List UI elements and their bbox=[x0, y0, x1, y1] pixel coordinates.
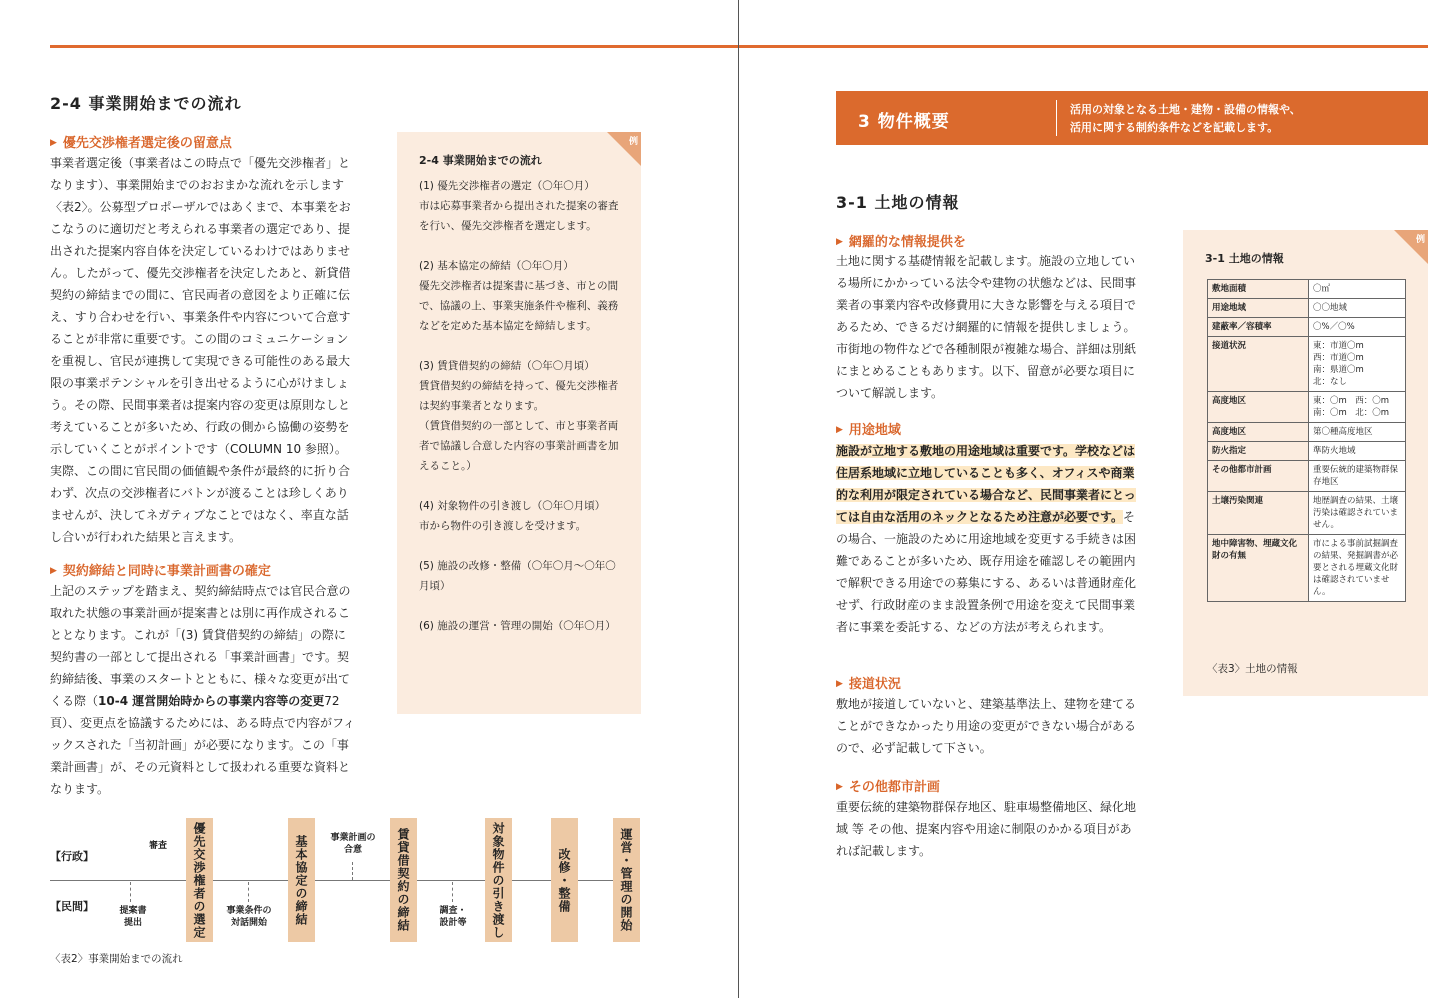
caption-table-3: 〈表3〉土地の情報 bbox=[1207, 663, 1298, 675]
heading-road: ▶ 接道状況 bbox=[836, 673, 901, 692]
land-info-table bbox=[1207, 279, 1406, 602]
paragraph-contract: 上記のステップを踏まえ、契約締結時点では官民合意の取れた状態の事業計画が提案書とは別に再作成されることとなります。これが「(3) 賃貸借契約の締結」の際に契約書の一部として提出される「事業計画書」です。契約締結後、事業のスタートとともに、様々な変更が出てくる際（10-4 運営開始時からの事業内容等の変更72頁）、変更点を協議するためには、ある時点で内容がフィックスされた「当初計画」が必要になります。この「事業計画書」が、その元資料として扱われる重要な資料となります。 bbox=[50, 584, 356, 796]
table-key: 接道状況 bbox=[1208, 337, 1309, 392]
heading-zone: ▶ 用途地域 bbox=[836, 419, 901, 438]
paragraph-zone: 施設が立地する敷地の用途地域は重要です。学校などは住居系地域に立地していることも多く、オフィスや商業的な利用が限定されている場合など、民間事業者にとっては自由な活用のネックとなるため注意が必要です。その場合、一施設のために用途地域を変更する手続きは困難であることが多いため、既存用途を確認しその範囲内で解釈できる用途での募集にする、あるいは普通財産化せず、行政財産のまま設置条例で用途を変えて民間事業者に事業を委託する、などの方法が考えられます。 bbox=[836, 444, 1137, 634]
banner-separator bbox=[1056, 100, 1057, 136]
example-box-flow bbox=[397, 132, 641, 714]
table-value: 第〇種高度地区 bbox=[1309, 423, 1406, 442]
table-key: 高度地区 bbox=[1208, 423, 1309, 442]
timeline-row-gov: 【行政】 bbox=[50, 850, 94, 863]
example-item: (3) 賃貸借契約の締結（〇年〇月頃） 賃貸借契約の締結を持って、優先交渉権者は契約事業者となります。 （賃貸借契約の一部として、市と事業者両者で協議し合意した内容の事業計画書を加えること。） bbox=[419, 360, 619, 472]
chapter-description-line: 活用に関する制約条件などを記載します。 bbox=[1070, 121, 1279, 134]
paragraph-road: 敷地が接道していないと、建築基準法上、建物を建てることができなかったり用途の変更ができない場合があるので、必ず記載して下さい。 bbox=[836, 697, 1137, 755]
example-tag: 例 bbox=[1415, 235, 1425, 245]
timeline-connector bbox=[130, 882, 131, 902]
table-value: 市による事前試掘調査の結果、発掘調書が必要とされる埋蔵文化財は確認されていません。 bbox=[1309, 535, 1406, 602]
table-value: 重要伝統的建築物群保存地区 bbox=[1309, 461, 1406, 492]
example-item: (4) 対象物件の引き渡し（〇年〇月頃） 市から物件の引き渡しを受けます。 bbox=[419, 500, 606, 532]
timeline-row-private: 【民間】 bbox=[50, 900, 94, 913]
table-row bbox=[1208, 280, 1406, 299]
timeline-connector bbox=[352, 862, 353, 880]
table-key: その他都市計画 bbox=[1208, 461, 1309, 492]
table-row bbox=[1208, 423, 1406, 442]
table-row bbox=[1208, 442, 1406, 461]
timeline-gov-label: 審査 bbox=[148, 841, 167, 851]
table-row bbox=[1208, 461, 1406, 492]
table-value: 〇%／〇% bbox=[1309, 318, 1406, 337]
top-rule-left bbox=[50, 45, 740, 48]
table-row bbox=[1208, 299, 1406, 318]
example-title: 2-4 事業開始までの流れ bbox=[419, 154, 542, 167]
table-row bbox=[1208, 492, 1406, 535]
table-value: 東：〇m 西：〇m 南：〇m 北：〇m bbox=[1309, 392, 1406, 423]
timeline-step-4: 対象物件の引き渡し bbox=[485, 818, 512, 942]
timeline-private-label: 提案書 提出 bbox=[119, 906, 147, 928]
table-key: 用途地域 bbox=[1208, 299, 1309, 318]
heading-contract: ▶ 契約締結と同時に事業計画書の確定 bbox=[50, 560, 271, 579]
section-title: 2-4 事業開始までの流れ bbox=[50, 94, 242, 113]
paragraph-priority: 事業者選定後（事業者はこの時点で「優先交渉権者」となります）、事業開始までのおおまかな流れを示します〈表2〉。公募型プロポーザルではあくまで、本事業をおこなうのに適切だと考えられる事業者の選定であり、提出された提案内容自体を決定しているわけではありません。したがって、優先交渉権者を決定したあと、新貸借契約の締結までの間に、官民両者の意図をより正確に伝え、すり合わせを行い、事業条件や内容について合意することが非常に重要です。この間のコミュニケーションを重視し、官民が連携して実現できる可能性のある最大限の事業ポテンシャルを引き出せるように心がけましょう。その際、民間事業者は提案内容の変更は原則なしと考えていることが多いため、行政の側から協働の姿勢を示していくことがポイントです（COLUMN 10 参照）。実際、この間に官民間の価値観や条件が最終的に折り合わず、次点の交渉権者にバトンが渡ることは珍しくありませんが、決してネガティブなことではなく、率直な話し合いが行われた結果と言えます。 bbox=[50, 156, 351, 544]
example-item: (1) 優先交渉権者の選定（〇年〇月） 市は応募事業者から提出された提案の審査を行い、優先交渉権者を選定します。 bbox=[419, 180, 619, 232]
table-row bbox=[1208, 392, 1406, 423]
example-title: 3-1 土地の情報 bbox=[1205, 252, 1284, 265]
top-rule-right bbox=[739, 45, 1428, 48]
timeline-gov-label: 事業計画の 合意 bbox=[330, 833, 376, 855]
table-row bbox=[1208, 337, 1406, 392]
heading-city: ▶ その他都市計画 bbox=[836, 776, 940, 795]
example-item: (5) 施設の改修・整備（〇年〇月～〇年〇月頃） bbox=[419, 560, 616, 592]
paragraph-info: 土地に関する基礎情報を記載します。施設の立地している場所にかかっている法令や建物の状態などは、民間事業者の事業内容や改修費用に大きな影響を与える項目であるため、できるだけ網羅的に情報を提供しましょう。市街地の物件などで各種制限が複雑な場合、詳細は別紙にまとめることもあります。以下、留意が必要な項目について解説します。 bbox=[836, 254, 1137, 400]
heading-info: ▶ 網羅的な情報提供を bbox=[836, 231, 966, 250]
table-value: 〇㎡ bbox=[1309, 280, 1406, 299]
highlight-zone: 施設が立地する敷地の用途地域は重要です。学校などは住居系地域に立地していることも多く、オフィスや商業的な利用が限定されている場合など、民間事業者にとっては自由な活用のネックとなるため注意が必要です。 bbox=[836, 444, 1136, 524]
table-key: 高度地区 bbox=[1208, 392, 1309, 423]
example-tag: 例 bbox=[628, 137, 638, 147]
table-key: 土壌汚染関連 bbox=[1208, 492, 1309, 535]
timeline-private-label: 事業条件の 対話開始 bbox=[226, 906, 272, 928]
table-row bbox=[1208, 318, 1406, 337]
page-gutter bbox=[738, 0, 739, 998]
chapter-banner bbox=[836, 91, 1428, 145]
section-title-land: 3-1 土地の情報 bbox=[836, 193, 960, 212]
table-key: 地中障害物、埋蔵文化財の有無 bbox=[1208, 535, 1309, 602]
table-value: 東：市道〇m 西：市道〇m 南：県道〇m 北：なし bbox=[1309, 337, 1406, 392]
timeline-step-6: 運営・管理の開始 bbox=[613, 818, 640, 942]
table-key: 防火指定 bbox=[1208, 442, 1309, 461]
chapter-description-line: 活用の対象となる土地・建物・設備の情報や、 bbox=[1070, 103, 1301, 116]
table-value: 準防火地域 bbox=[1309, 442, 1406, 461]
timeline-step-1: 優先交渉権者の選定 bbox=[186, 818, 213, 942]
timeline-private-label: 調査・ 設計等 bbox=[439, 906, 467, 928]
chapter-number: 3 物件概要 bbox=[858, 112, 950, 132]
chapter-description bbox=[1070, 101, 1301, 137]
caption-table-2: 〈表2〉事業開始までの流れ bbox=[50, 953, 183, 965]
heading-priority: ▶ 優先交渉権者選定後の留意点 bbox=[50, 132, 232, 151]
timeline-step-3: 賃貸借契約の締結 bbox=[390, 818, 417, 942]
table-key: 建蔽率／容積率 bbox=[1208, 318, 1309, 337]
example-item: (2) 基本協定の締結（〇年〇月） 優先交渉権者は提案書に基づき、市との間で、協議の上、事業実施条件や権利、義務などを定めた基本協定を締結します。 bbox=[419, 260, 619, 332]
timeline-step-5: 改修・整備 bbox=[551, 818, 578, 942]
example-items bbox=[419, 176, 623, 656]
table-value: 地歴調査の結果、土壌汚染は確認されていません。 bbox=[1309, 492, 1406, 535]
timeline-step-2: 基本協定の締結 bbox=[288, 818, 315, 942]
timeline-connector bbox=[452, 882, 453, 902]
paragraph-city: 重要伝統的建築物群保存地区、駐車場整備地区、緑化地域 等 その他、提案内容や用途に制限のかかる項目があれば記載します。 bbox=[836, 800, 1137, 858]
timeline-connector bbox=[248, 882, 249, 902]
table-value: 〇〇地域 bbox=[1309, 299, 1406, 318]
example-item: (6) 施設の運営・管理の開始（〇年〇月） bbox=[419, 620, 616, 632]
table-row bbox=[1208, 535, 1406, 602]
table-key: 敷地面積 bbox=[1208, 280, 1309, 299]
